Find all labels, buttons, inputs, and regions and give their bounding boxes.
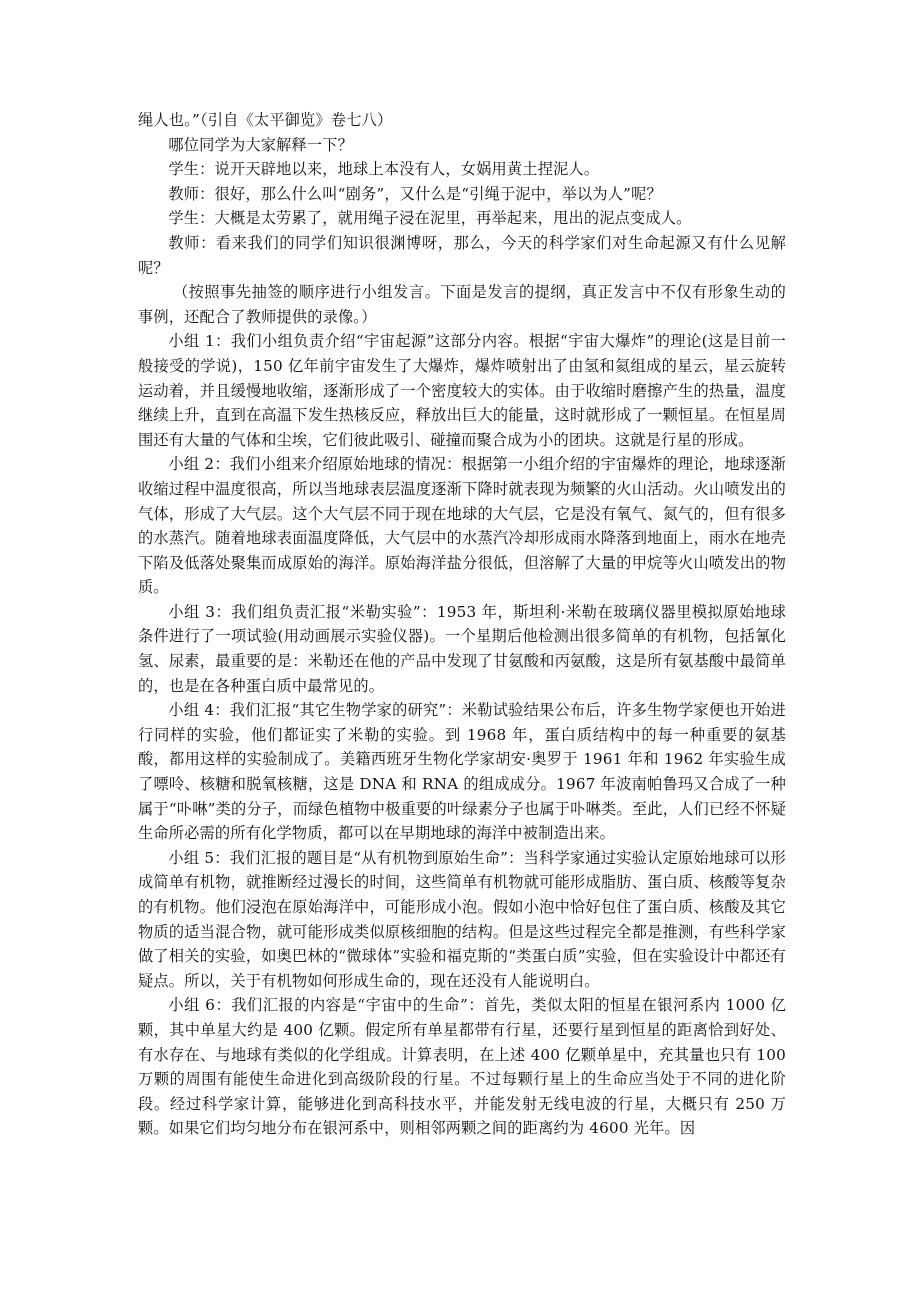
paragraph-group-5: 小组 5：我们汇报的题目是“从有机物到原始生命”：当科学家通过实验认定原始地球可以形成简单有机物，就推断经过漫长的时间，这些简单有机物就可能形成脂肪、蛋白质、核酸等复杂的有机物。他们浸泡在原始海洋中，可能形成小泡。假如小泡中恰好包住了蛋白质、核酸及其它物质的适当混合物，就可能形成类似原核细胞的结构。但是这些过程完全都是推测，有些科学家做了相关的实验，如奥巴林的“微球体”实验和福克斯的“类蛋白质”实验，但在实验设计中都还有疑点。所以，关于有机物如何形成生命的，现在还没有人能说明白。 <box>138 848 786 990</box>
paragraph-teacher-2: 教师：看来我们的同学们知识很渊博呀，那么，今天的科学家们对生命起源又有什么见解呢？ <box>138 233 786 277</box>
paragraph-student-2: 学生：大概是太劳累了，就用绳子浸在泥里，再举起来，甩出的泥点变成人。 <box>168 209 692 228</box>
paragraph-student-1: 学生：说开天辟地以来，地球上本没有人，女娲用黄土捏泥人。 <box>168 160 600 179</box>
paragraph-quote-end: 绳人也。”（引自《太平御览》卷七八） <box>138 111 393 129</box>
paragraph-question: 哪位同学为大家解释一下？ <box>168 135 354 154</box>
paragraph-group-2: 小组 2：我们小组来介绍原始地球的情况：根据第一小组介绍的宇宙爆炸的理论，地球逐渐收缩过程中温度很高，所以当地球表层温度逐渐下降时就表现为频繁的火山活动。火山喷发出的气体，形成了大气层。这个大气层不同于现在地球的大气层，它是没有氧气、氮气的，但有很多的水蒸汽。随着地球表面温度降低，大气层中的水蒸汽冷却形成雨水降落到地面上，雨水在地壳下陷及低落处聚集而成原始的海洋。原始海洋盐分很低，但溶解了大量的甲烷等火山喷发出的物质。 <box>138 455 786 597</box>
paragraph-stage-note: （按照事先抽签的顺序进行小组发言。下面是发言的提纲，真正发言中不仅有形象生动的事例，还配合了教师提供的录像。） <box>138 283 786 326</box>
paragraph-teacher-1: 教师：很好，那么什么叫“剧务”，又什么是“引绳于泥中，举以为人”呢？ <box>168 184 662 203</box>
paragraph-group-3: 小组 3：我们组负责汇报“米勒实验”：1953 年，斯坦利·米勒在玻璃仪器里模拟原始地球条件进行了一项试验(用动画展示实验仪器)。一个星期后他检测出很多简单的有机物，包括氰化氢、尿素，最重要的是：米勒还在他的产品中发现了甘氨酸和丙氨酸，这是所有氨基酸中最简单的，也是在各种蛋白质中最常见的。 <box>138 602 786 695</box>
paragraph-group-6: 小组 6：我们汇报的内容是“宇宙中的生命”：首先，类似太阳的恒星在银河系内 1000 亿颗，其中单星大约是 400 亿颗。假定所有单星都带有行星，还要行星到恒星的距离恰到好处、有水存在、与地球有类似的化学组成。计算表明，在上述 400 亿颗单星中，充其量也只有 100 万颗的周围有能使生命进化到高级阶段的行星。不过每颗行星上的生命应当处于不同的进化阶段。经过科学家计算，能够进化到高科技水平，并能发射无线电波的行星，大概只有 250 万颗。如果它们均匀地分布在银河系中，则相邻两颗之间的距离约为 4600 光年。因 <box>138 996 786 1138</box>
paragraph-group-4: 小组 4：我们汇报“其它生物学家的研究”：米勒试验结果公布后，许多生物学家便也开始进行同样的实验，他们都证实了米勒的实验。到 1968 年，蛋白质结构中的每一种重要的氨基酸，都用这样的实验制成了。美籍西班牙生物化学家胡安·奥罗于 1961 年和 1962 年实验生成了嘌呤、核糖和脱氧核糖，这是 DNA 和 RNA 的组成成分。1967 年波南帕鲁玛又合成了一种属于“卟啉”类的分子，而绿色植物中极重要的叶绿素分子也属于卟啉类。至此，人们已经不怀疑生命所必需的所有化学物质，都可以在早期地球的海洋中被制造出来。 <box>138 701 786 843</box>
paragraph-group-1: 小组 1：我们小组负责介绍“宇宙起源”这部分内容。根据“宇宙大爆炸”的理论(这是目前一般接受的学说)，150 亿年前宇宙发生了大爆炸，爆炸喷射出了由氢和氦组成的星云，星云旋转运动着，并且缓慢地收缩，逐渐形成了一个密度较大的实体。由于收缩时磨擦产生的热量，温度继续上升，直到在高温下发生热核反应，释放出巨大的能量，这时就形成了一颗恒星。在恒星周围还有大量的气体和尘埃，它们彼此吸引、碰撞而聚合成为小的团块。这就是行星的形成。 <box>138 332 786 449</box>
document-body <box>138 108 786 1141</box>
